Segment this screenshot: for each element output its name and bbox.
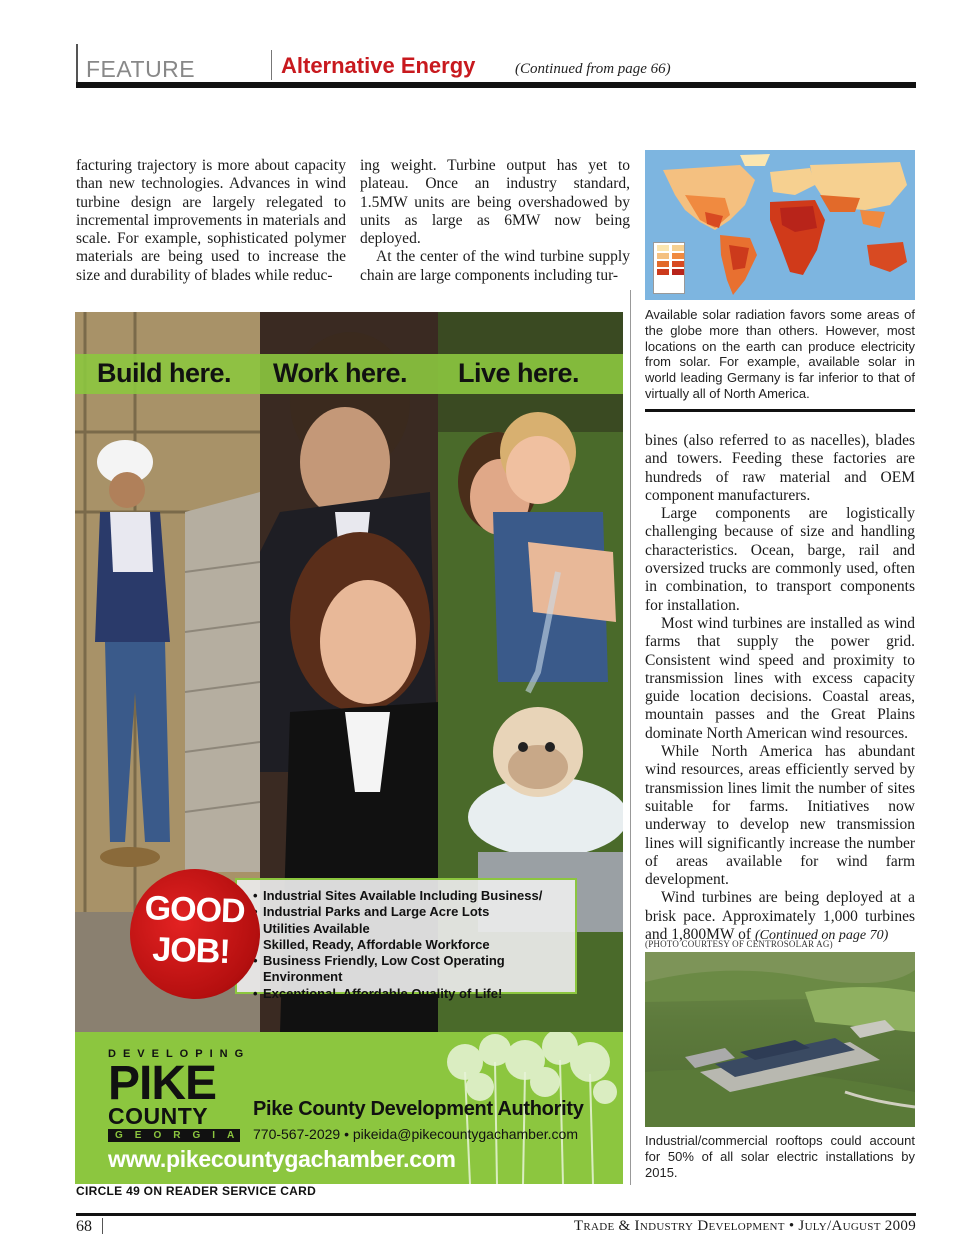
slogan-live: Live here. bbox=[458, 358, 580, 388]
logo-pike: PIKE bbox=[108, 1057, 217, 1110]
pike-county-advertisement[interactable] bbox=[75, 312, 623, 1184]
paragraph: At the center of the wind turbine supply chain are large components including tur- bbox=[360, 248, 630, 284]
paragraph: While North America has abundant wind resources, areas efficiently served by transmission lines limit the number of sites suitable for farms. Initiatives now underway to develop new transmission lines will significantly increase the number of areas available for wind farm development. bbox=[645, 743, 915, 889]
caption-rule bbox=[645, 409, 915, 412]
solar-radiation-map bbox=[645, 150, 915, 300]
header-rule bbox=[76, 82, 916, 88]
list-item-continuation bbox=[263, 904, 567, 920]
header-separator bbox=[271, 50, 272, 80]
slogan-build: Build here. bbox=[97, 358, 232, 388]
continued-on-link[interactable]: (Continued on page 70) bbox=[754, 928, 889, 944]
paragraph: bines (also referred to as nacelles), blades and towers. Feeding these factories are hundreds of raw material and OEM component manufacturers. bbox=[645, 432, 915, 504]
publication-info: Trade & Industry Development • July/August 2009 bbox=[573, 1218, 916, 1234]
list-item: • Skilled, Ready, Affordable Workforce bbox=[263, 937, 567, 953]
list-item: • Industrial Sites Available Including Business/ bbox=[263, 888, 567, 904]
logo-developing: DEVELOPING bbox=[108, 1048, 251, 1060]
paragraph: Large components are logistically challenging because of size and handling characteristics. Ocean, barge, rail and oversized trucks are commonly used, often in combination, to transport components for installation. bbox=[645, 505, 915, 614]
factory-rooftop-graphic bbox=[645, 952, 915, 1127]
factory-aerial-photo bbox=[645, 952, 915, 1127]
continued-from: (Continued from page 66) bbox=[515, 61, 671, 77]
world-map-graphic bbox=[645, 150, 915, 300]
organization-name: Pike County Development Authority bbox=[253, 1098, 584, 1120]
section-label: FEATURE bbox=[86, 56, 196, 82]
slogan-work: Work here. bbox=[273, 358, 408, 388]
list-item-text: Industrial Parks and Large Acre Lots bbox=[263, 904, 490, 920]
reader-service-note: CIRCLE 49 ON READER SERVICE CARD bbox=[76, 1184, 317, 1198]
page-number: 68 bbox=[76, 1218, 92, 1235]
footer-separator bbox=[102, 1218, 103, 1234]
list-item: • Utilities Available bbox=[263, 921, 567, 937]
paragraph bbox=[645, 889, 915, 945]
contact-info[interactable]: 770-567-2029 • pikeida@pikecountygachamber.com bbox=[253, 1126, 578, 1142]
ad-benefits-list bbox=[235, 878, 577, 1001]
list-item: • Exceptional, Affordable Quality of Life! bbox=[263, 986, 567, 1002]
paragraph-text: Wind turbines are being deployed at a brisk pace. Approximately 1,000 turbines and 1,800MW of bbox=[645, 889, 915, 944]
column-divider bbox=[630, 290, 631, 1185]
text-column-1 bbox=[76, 157, 346, 285]
photo-caption: Industrial/commercial rooftops could account for 50% of all solar electric installations by 2015. bbox=[645, 1133, 915, 1180]
page-header bbox=[76, 44, 916, 90]
badge-text-line2: JOB! bbox=[151, 930, 231, 972]
header-left-bar bbox=[76, 44, 78, 84]
map-legend bbox=[653, 242, 685, 294]
badge-text-line1: GOOD bbox=[144, 889, 246, 931]
map-caption: Available solar radiation favors some areas of the globe more than others. However, most locations on the earth can produce electricity from solar. For example, available solar in world leading Germany is far inferior to that of virtually all of North America. bbox=[645, 307, 915, 401]
paragraph: facturing trajectory is more about capacity than new technologies. Advances in wind turbine design are largely relegated to incremental improvements in materials and scale. For example, sophisticated polymer materials are being used to increase the size and durability of blades while reduc- bbox=[76, 157, 346, 284]
website-link[interactable]: www.pikecountygachamber.com bbox=[108, 1146, 456, 1172]
logo-georgia: GEORGIA bbox=[108, 1129, 240, 1142]
footer-rule bbox=[76, 1213, 916, 1216]
paragraph: ing weight. Turbine output has yet to plateau. Once an industry standard, 1.5MW units are being overshadowed by units as large as 6MW now being deployed. bbox=[360, 157, 630, 248]
text-column-2 bbox=[360, 157, 630, 285]
list-item: • Business Friendly, Low Cost Operating Environment bbox=[263, 953, 567, 986]
feature-title: Alternative Energy bbox=[281, 53, 476, 78]
paragraph: Most wind turbines are installed as wind farms that supply the power grid. Consistent wind speed and proximity to transmission lines with excess capacity guide location decisions. Coastal areas, mountain passes and the Great Plains dominate North American wind resources. bbox=[645, 614, 915, 742]
logo-county: COUNTY bbox=[108, 1103, 209, 1129]
photo-credit: (PHOTO COURTESY OF CENTROSOLAR AG) bbox=[645, 939, 833, 949]
text-column-3 bbox=[645, 432, 915, 945]
ad-footer-band bbox=[75, 1032, 623, 1184]
